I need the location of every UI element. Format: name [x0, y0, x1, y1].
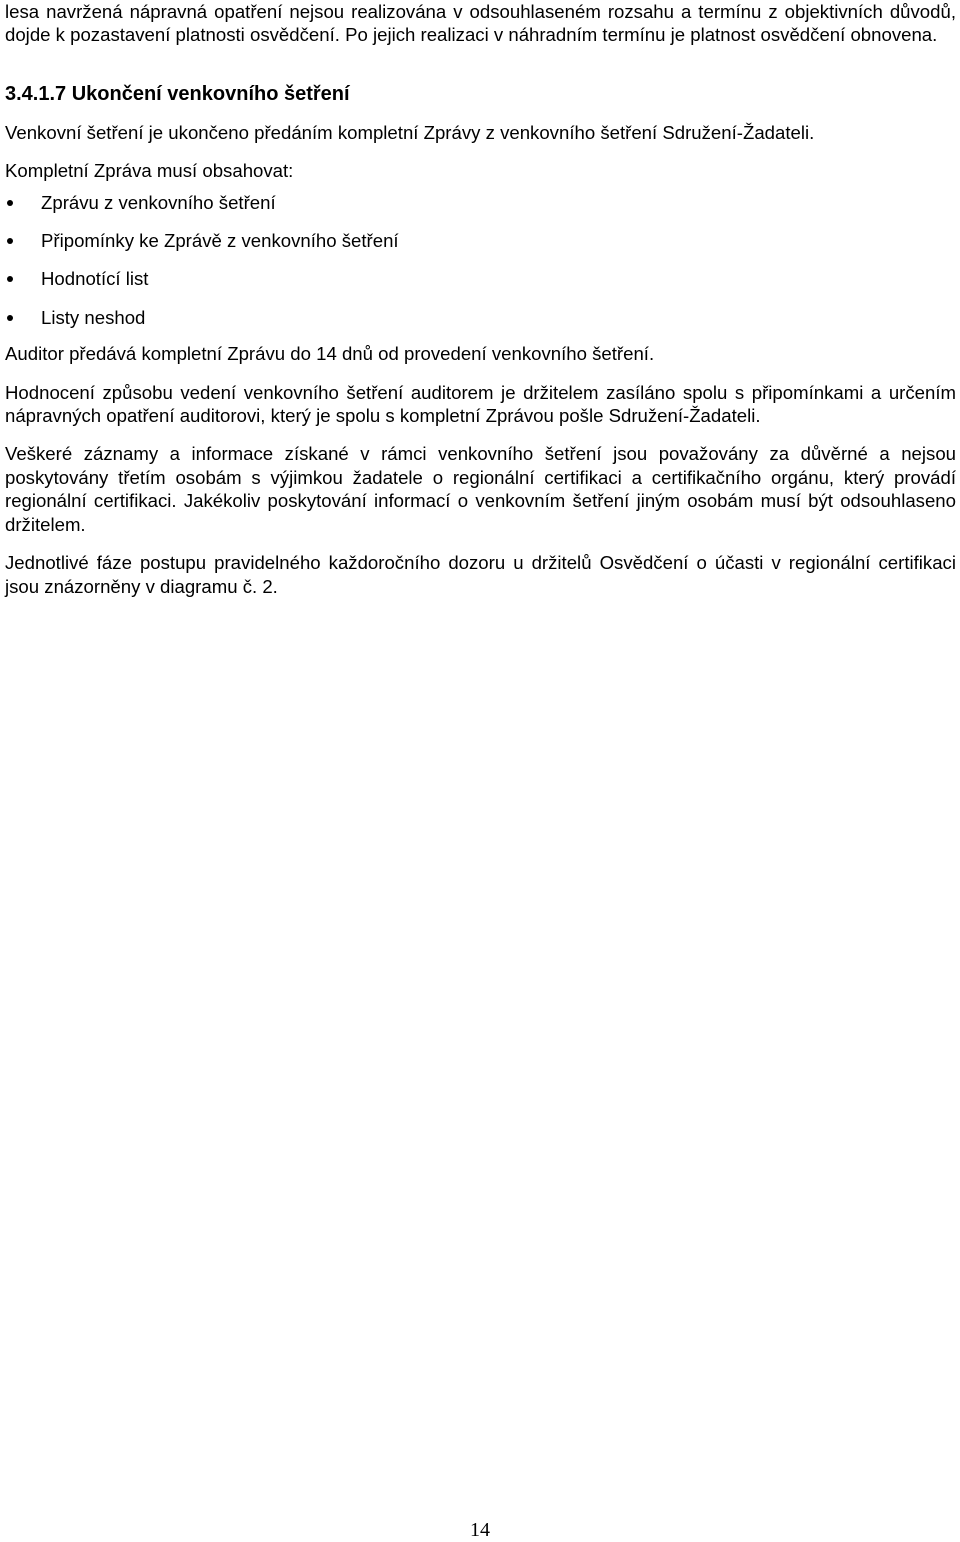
list-item: [5, 229, 956, 252]
intro-paragraph: lesa navržená nápravná opatření nejsou realizována v odsouhlaseném rozsahu a termínu z objektivních důvodů, dojde k pozastavení platnosti osvědčení. Po jejich realizaci v náhradním termínu je platnost osvědčení obnovena.: [5, 1, 956, 46]
list-item-text: Zprávu z venkovního šetření: [41, 191, 276, 213]
paragraph-confidentiality: Veškeré záznamy a informace získané v rámci venkovního šetření jsou považovány za důvěrné a nejsou poskytovány třetím osobám s výjimkou žadatele o regionální certifikaci a certifikačního orgánu, který provádí regionální certifikaci. Jakékoliv poskytování informací o venkovním šetření jiným osobám musí být odsouhlaseno držitelem.: [5, 443, 956, 535]
bullet-icon: [7, 315, 13, 321]
paragraph-evaluation: Hodnocení způsobu vedení venkovního šetření auditorem je držitelem zasíláno spolu s připomínkami a určením nápravných opatření auditorovi, který je spolu s kompletní Zprávou pošle Sdružení-Žadateli.: [5, 381, 956, 427]
section-heading: 3.4.1.7 Ukončení venkovního šetření: [5, 82, 350, 105]
page-number: 14: [470, 1519, 490, 1541]
bullet-icon: [7, 238, 13, 244]
paragraph-auditor: Auditor předává kompletní Zprávu do 14 dnů od provedení venkovního šetření.: [5, 343, 655, 365]
paragraph-phases: Jednotlivé fáze postupu pravidelného každoročního dozoru u držitelů Osvědčení o účasti v regionální certifikaci jsou znázorněny v diagramu č. 2.: [5, 552, 956, 597]
bullet-icon: [7, 276, 13, 282]
list-item: [5, 191, 956, 214]
bullet-icon: [7, 200, 13, 206]
list-item: [5, 306, 956, 329]
paragraph-ending-survey: Venkovní šetření je ukončeno předáním kompletní Zprávy z venkovního šetření Sdružení-Žadateli.: [5, 121, 815, 143]
report-contents-list: [5, 191, 956, 330]
list-item-text: Listy neshod: [41, 306, 146, 328]
list-item-text: Hodnotící list: [41, 268, 149, 290]
list-item-text: Připomínky ke Zprávě z venkovního šetření: [41, 230, 399, 252]
document-body: [5, 0, 956, 598]
paragraph-report-contents-intro: Kompletní Zpráva musí obsahovat:: [5, 160, 294, 182]
list-item: [5, 267, 956, 290]
